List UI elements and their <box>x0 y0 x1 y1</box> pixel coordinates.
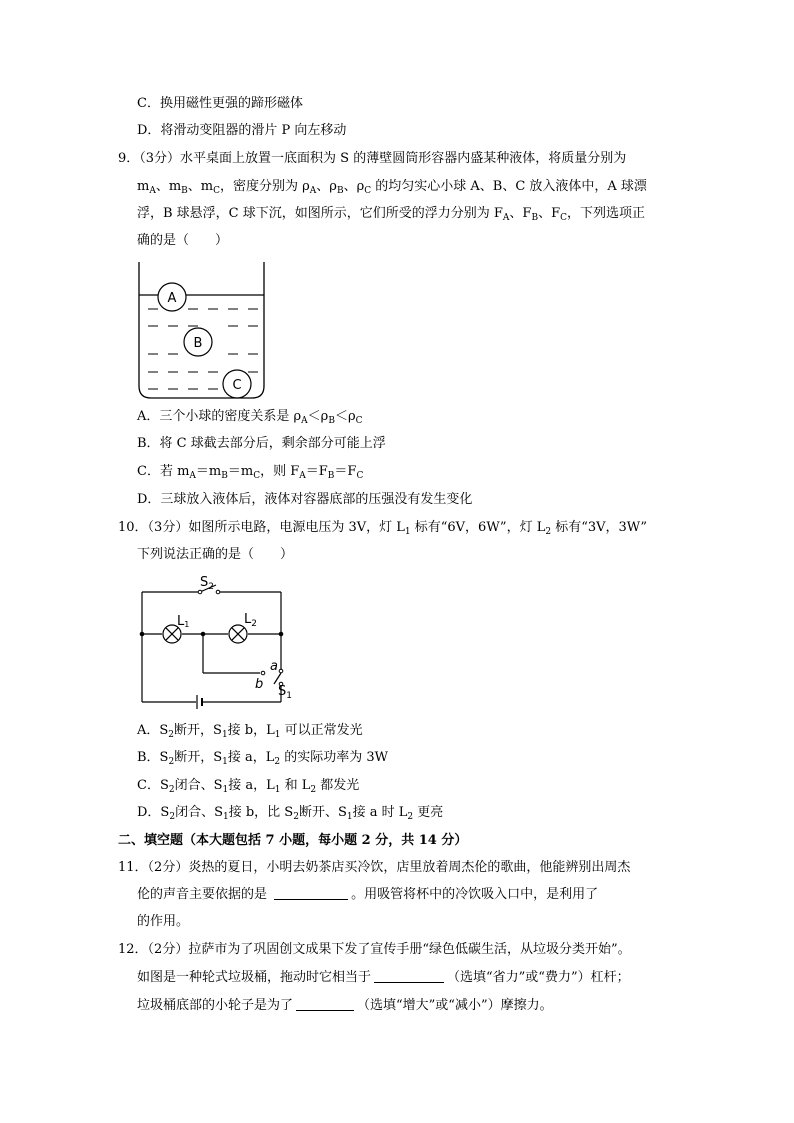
ball-c-label: C <box>232 378 242 393</box>
q12-text-b: （选填“省力”或“费力”）杠杆； <box>447 970 630 985</box>
q12-line3 <box>137 996 553 1016</box>
q10-circuit-figure <box>130 572 300 712</box>
q11-line1: 11．（2分）炎热的夏日，小明去奶茶店买冷饮，店里放着周杰伦的歌曲，他能辨别出周杰 <box>118 860 631 875</box>
q9-container-figure <box>138 262 266 402</box>
q9-option-d: D．三球放入液体后，液体对容器底部的压强没有发生变化 <box>137 492 473 507</box>
q9-stem-line2: $m_A$、$m_B$、$m_C$，密度分别为 $\rho_A$、$\rho_B$、$\rho_C$ 的均匀实心小球 A、B、C 放入液体中，A 球漂 <box>137 179 647 196</box>
q12-blank-1[interactable] <box>374 968 444 983</box>
q10-option-a: A．$S_2$断开，$S_1$接 b，$L_1$ 可以正常发光 <box>137 723 363 740</box>
q12-blank-2[interactable] <box>296 996 354 1011</box>
q8-option-d: D．将滑动变阻器的滑片 P 向左移动 <box>137 123 347 138</box>
label-s2: $S_2$ <box>200 575 214 592</box>
q9-option-a: A．三个小球的密度关系是 $\rho_A<\rho_B<\rho_C$ <box>137 409 363 426</box>
q9-stem-line4: 确的是（ ） <box>137 233 229 248</box>
q11-blank-1[interactable] <box>274 885 348 900</box>
q9-stem-line3: 浮，B 球悬浮，C 球下沉，如图所示，它们所受的浮力分别为 $F_A$、$F_B$、$F_C$，下列选项正 <box>137 206 646 223</box>
label-a: a <box>270 659 278 674</box>
q10-stem-line2: 下列说法正确的是（ ） <box>137 547 294 562</box>
q11-text-b: 。用吸管将杯中的冷饮吸入口中，是利用了 <box>351 887 599 902</box>
label-l1: L1 <box>177 614 190 629</box>
q11-text-c: 的作用。 <box>137 914 190 929</box>
q9-stem-line1: 9．（3分）水平桌面上放置一底面积为 S 的薄壁圆筒形容器内盛某种液体，将质量分别为 <box>118 151 627 166</box>
q8-option-c: C．换用磁性更强的蹄形磁体 <box>137 96 303 111</box>
ball-b-label: B <box>193 336 203 351</box>
q11-text-a: 伦的声音主要依据的是 <box>137 887 272 902</box>
q10-stem-line1: 10．（3分）如图所示电路，电源电压为 3V，灯 $L_1$ 标有“6V，6W”，灯 $L_2$ 标有“3V，3W” <box>118 520 648 537</box>
label-s1: $S_1$ <box>278 684 292 701</box>
label-l2: $L_2$ <box>244 612 257 629</box>
ball-a-label: A <box>167 291 177 306</box>
q12-line1: 12．（2分）拉萨市为了巩固创文成果下发了宣传手册“绿色低碳生活，从垃圾分类开始”。 <box>118 942 631 957</box>
q9-option-b: B．将 C 球截去部分后，剩余部分可能上浮 <box>137 436 386 451</box>
q12-text-d: （选填“增大”或“减小”）摩擦力。 <box>357 998 553 1013</box>
section-heading-fill-in: 二、填空题（本大题包括 7 小题，每小题 2 分，共 14 分） <box>118 833 468 848</box>
q12-text-c: 垃圾桶底部的小轮子是为了 <box>137 998 294 1013</box>
q11-line2 <box>137 885 598 905</box>
label-b: b <box>255 677 264 692</box>
q10-option-c: C．$S_2$闭合、$S_1$接 a，$L_1$ 和 $L_2$ 都发光 <box>137 778 360 795</box>
q12-text-a: 如图是一种轮式垃圾桶，拖动时它相当于 <box>137 970 372 985</box>
q10-option-d: D．$S_2$闭合、$S_1$接 b，比 $S_2$断开、$S_1$接 a 时 $L_2$ 更亮 <box>137 805 444 822</box>
q10-option-b: B．$S_2$断开，$S_1$接 a，$L_2$ 的实际功率为 3W <box>137 750 389 767</box>
q12-line2 <box>137 968 630 988</box>
q9-option-c: C．若 $m_A=m_B=m_C$，则 $F_A=F_B=F_C$ <box>137 464 364 481</box>
q11-line3 <box>137 912 189 932</box>
